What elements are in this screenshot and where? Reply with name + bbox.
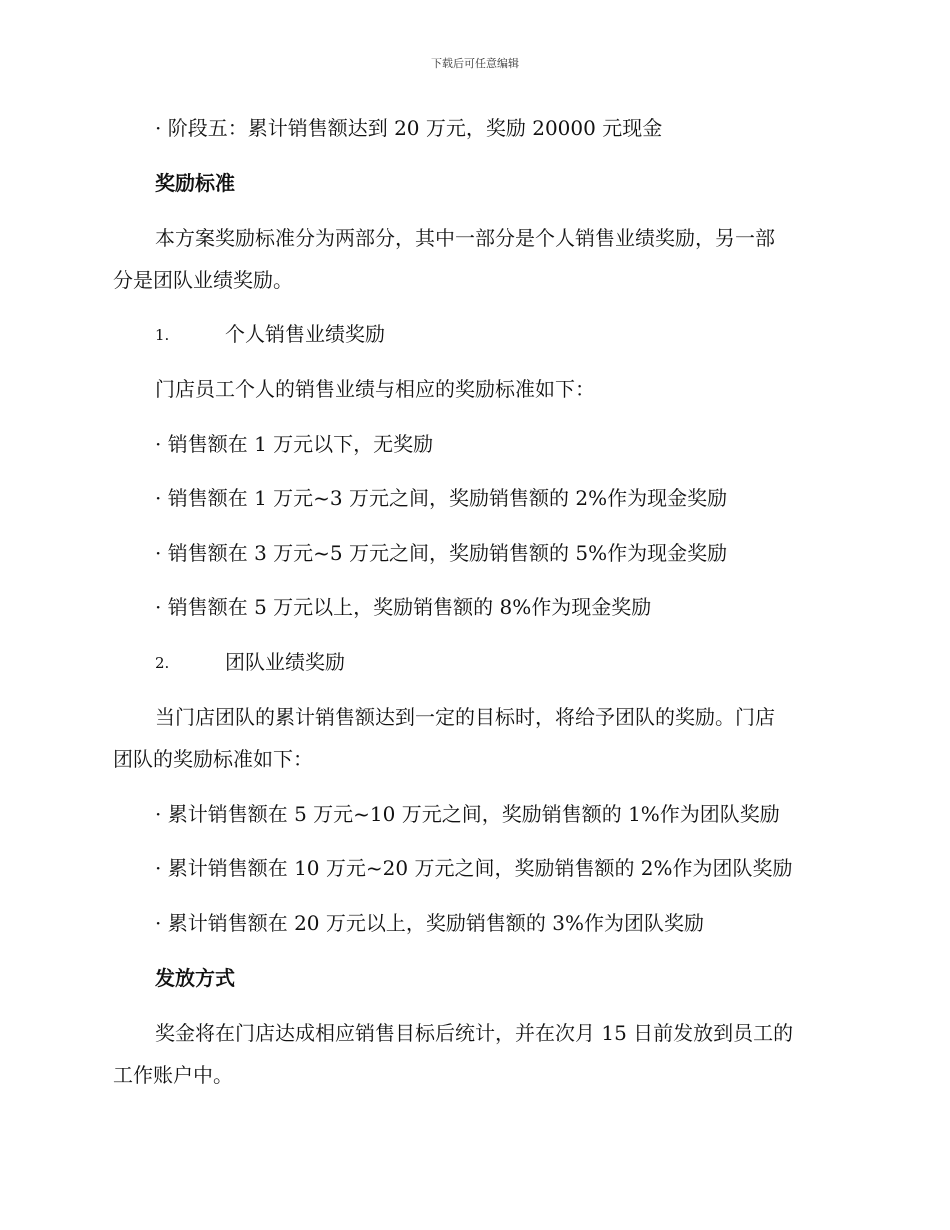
heading-payment: 发放方式 bbox=[155, 966, 235, 990]
stage-five-line: · 阶段五：累计销售额达到 20 万元，奖励 20000 元现金 bbox=[155, 116, 663, 140]
section-1-title: 个人销售业绩奖励 bbox=[225, 322, 385, 346]
personal-tier-3: · 销售额在 3 万元~5 万元之间，奖励销售额的 5%作为现金奖励 bbox=[155, 541, 728, 565]
section-1-lead: 门店员工个人的销售业绩与相应的奖励标准如下： bbox=[155, 377, 595, 401]
team-line-2: 团队的奖励标准如下： bbox=[113, 747, 313, 771]
intro-line-1: 本方案奖励标准分为两部分，其中一部分是个人销售业绩奖励，另一部 bbox=[155, 226, 775, 250]
section-1-number: 1. bbox=[155, 326, 170, 344]
intro-line-2: 分是团队业绩奖励。 bbox=[113, 268, 293, 292]
personal-tier-1: · 销售额在 1 万元以下，无奖励 bbox=[155, 432, 434, 456]
personal-tier-2: · 销售额在 1 万元~3 万元之间，奖励销售额的 2%作为现金奖励 bbox=[155, 486, 728, 510]
payment-line-2: 工作账户中。 bbox=[113, 1063, 233, 1087]
payment-line-1: 奖金将在门店达成相应销售目标后统计，并在次月 15 日前发放到员工的 bbox=[155, 1021, 794, 1045]
heading-reward-standard: 奖励标准 bbox=[155, 171, 235, 195]
team-line-1: 当门店团队的累计销售额达到一定的目标时，将给予团队的奖励。门店 bbox=[155, 705, 775, 729]
personal-tier-4: · 销售额在 5 万元以上，奖励销售额的 8%作为现金奖励 bbox=[155, 595, 652, 619]
team-tier-3: · 累计销售额在 20 万元以上，奖励销售额的 3%作为团队奖励 bbox=[155, 911, 704, 935]
page-header: 下载后可任意编辑 bbox=[431, 57, 519, 70]
team-tier-1: · 累计销售额在 5 万元~10 万元之间，奖励销售额的 1%作为团队奖励 bbox=[155, 802, 780, 826]
section-2-title: 团队业绩奖励 bbox=[225, 650, 345, 674]
team-tier-2: · 累计销售额在 10 万元~20 万元之间，奖励销售额的 2%作为团队奖励 bbox=[155, 856, 793, 880]
section-2-number: 2. bbox=[155, 654, 170, 672]
